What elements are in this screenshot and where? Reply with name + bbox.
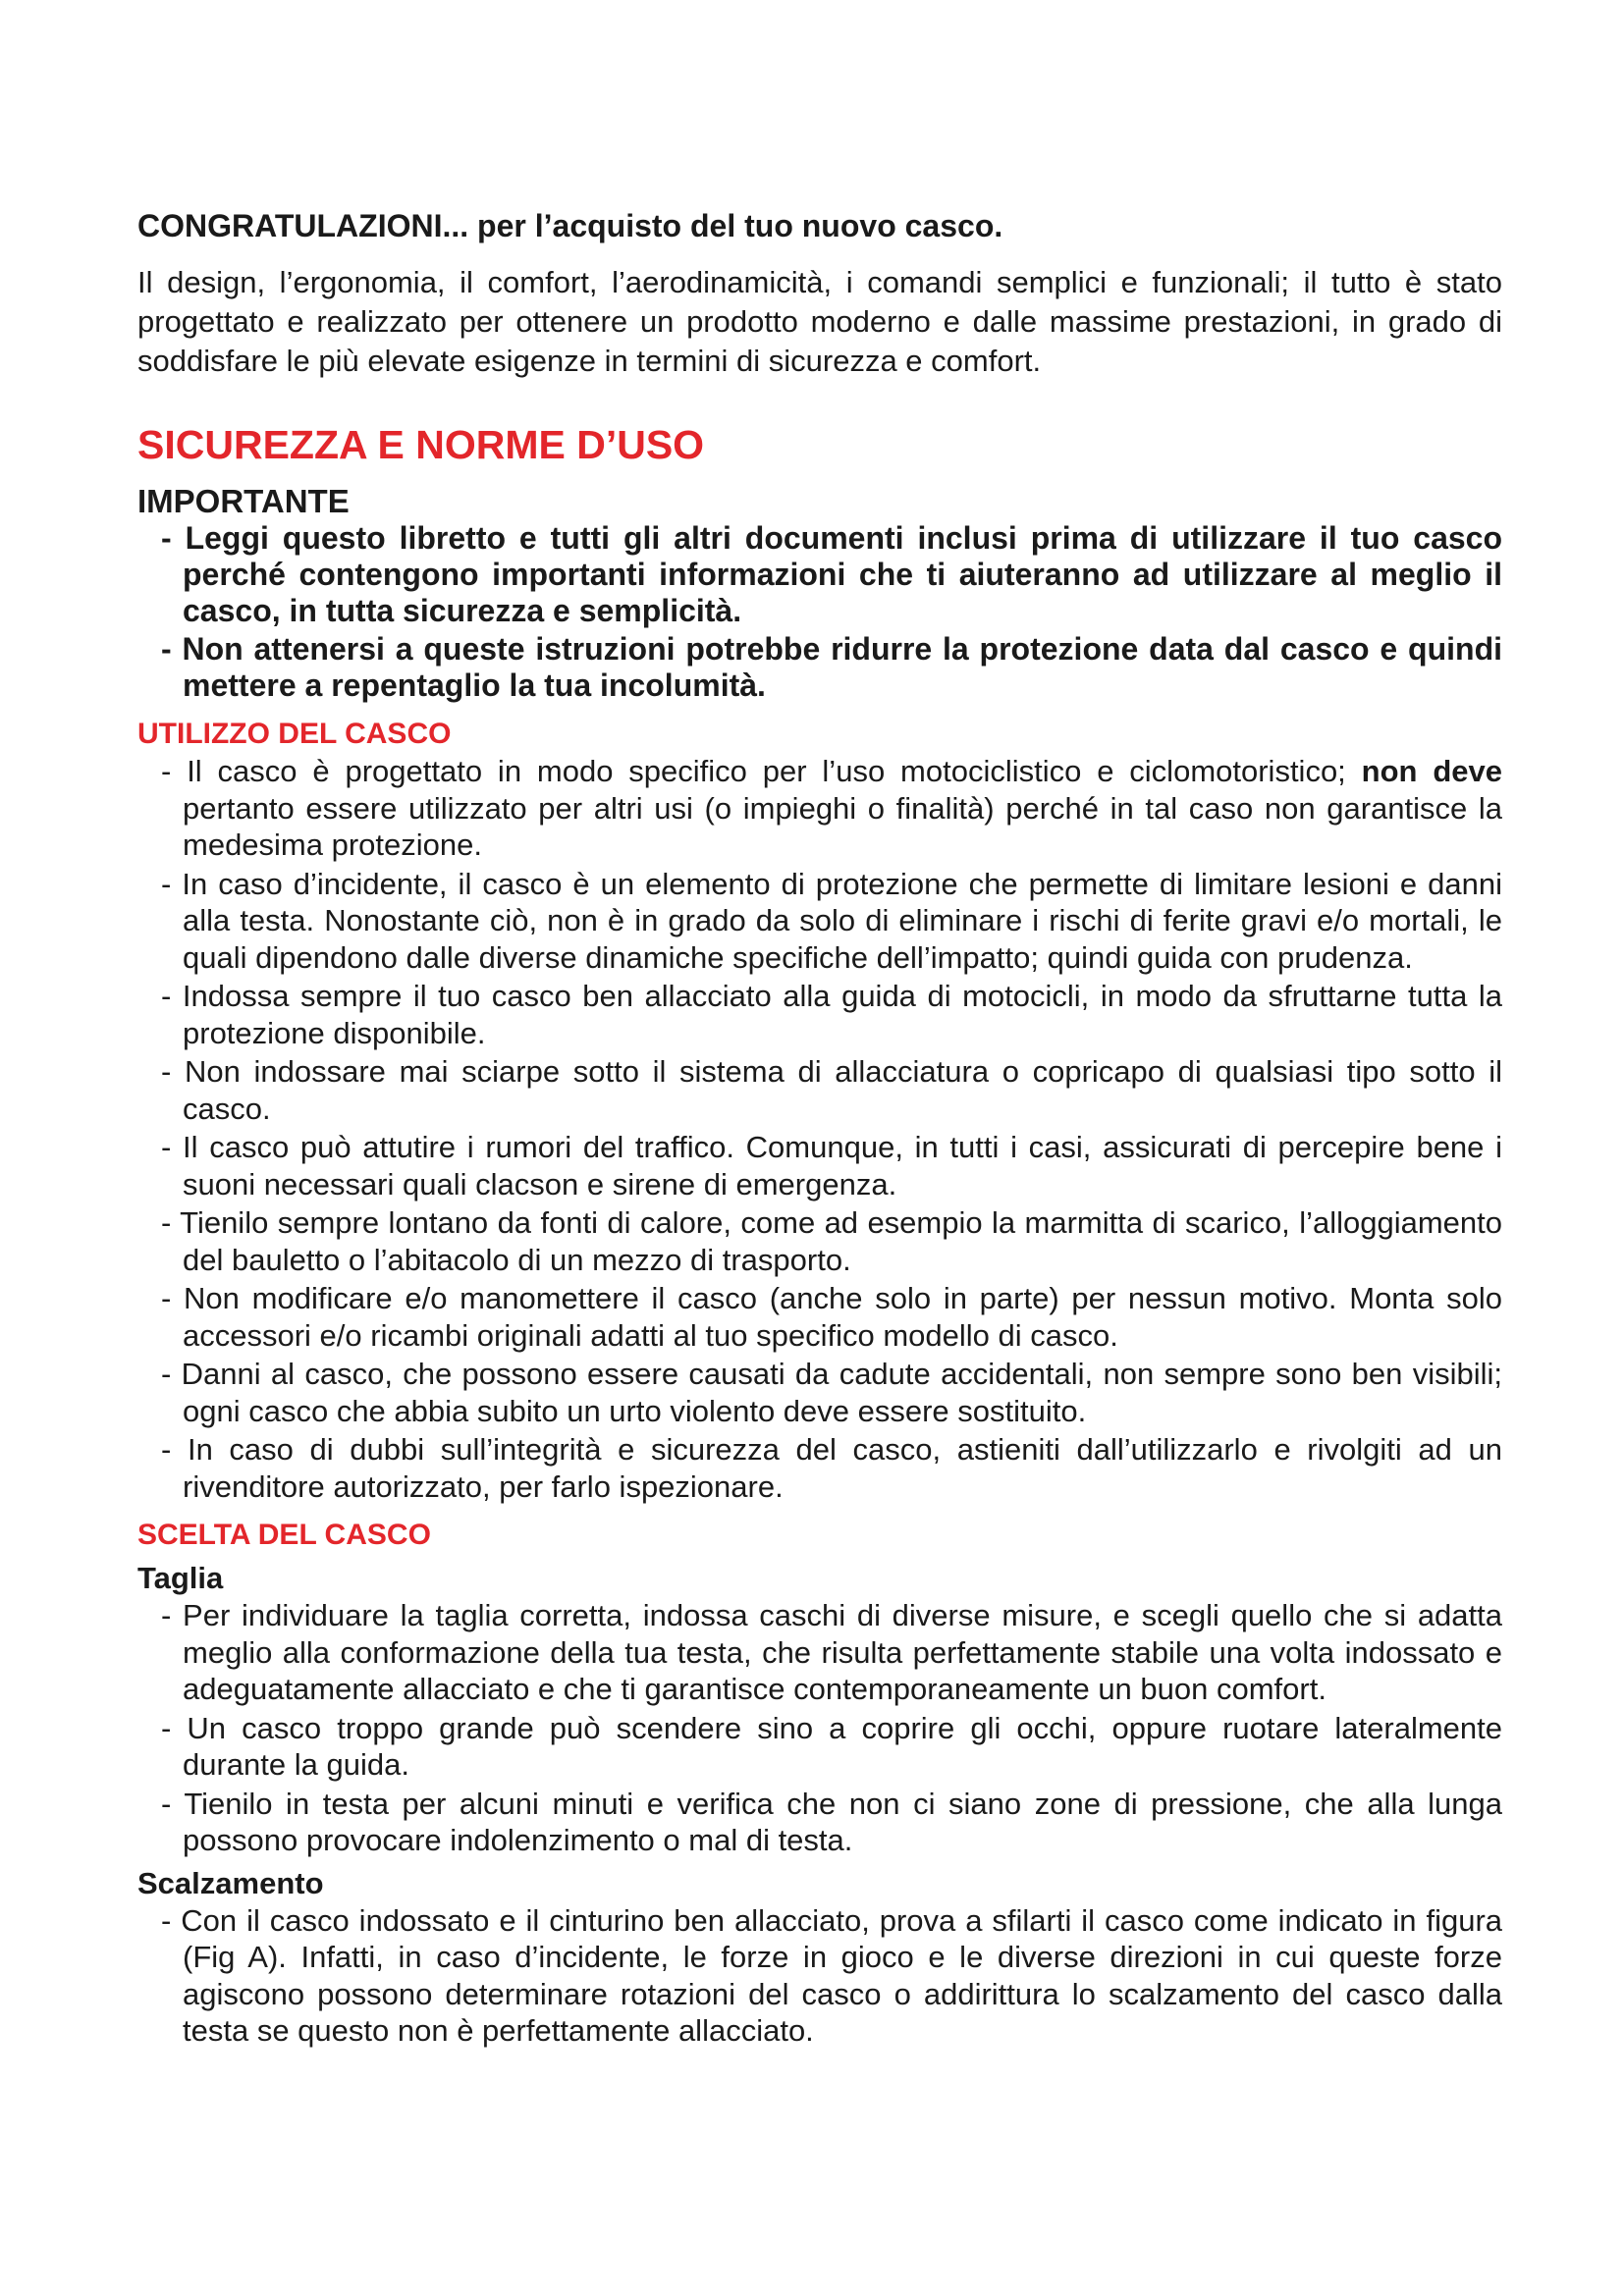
manual-page: [137, 206, 1502, 2052]
list-item-text: In caso d’incidente, il casco è un elemento di protezione che permette di limitare lesioni e danni alla testa. Nonostante ciò, non è in grado da solo di eliminare i rischi di ferite gravi e/o mortali, le quali dipendono dalle diverse dinamiche specifiche dell’impatto; quindi guida con prudenza.: [182, 866, 1502, 975]
roll-off-heading: Scalzamento: [137, 1865, 324, 1900]
important-list: [137, 520, 1502, 704]
intro-title: CONGRATULAZIONI... per l’acquisto del tuo nuovo casco.: [137, 208, 1003, 243]
list-item-text: Non attenersi a queste istruzioni potrebbe ridurre la protezione data dal casco e quindi mettere a repentaglio la tua incolumità.: [182, 631, 1503, 703]
list-item: - Danni al casco, che possono essere causati da cadute accidentali, non sempre sono ben visibili; ogni casco che abbia subito un urto violento deve essere sostituito.: [161, 1357, 1502, 1428]
list-item-text: Tienilo in testa per alcuni minuti e verifica che non ci siano zone di pressione, che alla lunga possono provocare indolenzimento o mal di testa.: [183, 1786, 1502, 1857]
list-item-text: Con il casco indossato e il cinturino ben allacciato, prova a sfilarti il casco come indicato in figura (Fig A). Infatti, in caso d’incidente, le forze in gioco e le diverse direzioni in cui queste forze agiscono possono determinare rotazioni del casco o addirittura lo scalzamento del casco dalla testa se questo non è perfettamente allacciato.: [181, 1902, 1503, 2048]
list-item-text: pertanto essere utilizzato per altri usi (o impieghi o finalità) perché in tal caso non garantisce la medesima protezione.: [183, 790, 1502, 862]
size-heading: Taglia: [137, 1561, 224, 1595]
list-item: - Per individuare la taglia corretta, indossa caschi di diverse misure, e scegli quello che si adatta meglio alla conformazione della tua testa, che risulta perfettamente stabile una volta indossato e adeguatamente allacciato e che ti garantisce contemporaneamente un buon comfort.: [161, 1598, 1503, 1706]
list-item-emphasis: non deve: [1361, 754, 1502, 788]
list-item: - Leggi questo libretto e tutti gli altri documenti inclusi prima di utilizzare il tuo casco perché contengono importanti informazioni che ti aiuteranno ad utilizzare al meglio il casco, in tutta sicurezza e semplicità.: [161, 520, 1503, 628]
list-item: - Con il casco indossato e il cinturino ben allacciato, prova a sfilarti il casco come indicato in figura (Fig A). Infatti, in caso d’incidente, le forze in gioco e le diverse direzioni in cui queste forze agiscono possono determinare rotazioni del casco o addirittura lo scalzamento del casco dalla testa se questo non è perfettamente allacciato.: [161, 1902, 1503, 2048]
safety-section-title: SICUREZZA E NORME D’USO: [137, 422, 705, 467]
list-item-text: Per individuare la taglia corretta, indossa caschi di diverse misure, e scegli quello che si adatta meglio alla conformazione della tua testa, che risulta perfettamente stabile una volta indossato e adeguatamente allacciato e che ti garantisce contemporaneamente un buon comfort.: [183, 1598, 1503, 1706]
intro-paragraph: Il design, l’ergonomia, il comfort, l’aerodinamicità, i comandi semplici e funzionali; il tutto è stato progettato e realizzato per ottenere un prodotto moderno e dalle massime prestazioni, in grado di soddisfare le più elevate esigenze in termini di sicurezza e comfort.: [137, 265, 1502, 378]
list-item: - Non modificare e/o manomettere il casco (anche solo in parte) per nessun motivo. Monta solo accessori e/o ricambi originali adatti al tuo specifico modello di casco.: [161, 1281, 1502, 1353]
list-item-text: Indossa sempre il tuo casco ben allacciato alla guida di motocicli, in modo da sfruttarne tutta la protezione disponibile.: [182, 979, 1502, 1050]
list-item: - In caso d’incidente, il casco è un elemento di protezione che permette di limitare lesioni e danni alla testa. Nonostante ciò, non è in grado da solo di eliminare i rischi di ferite gravi e/o mortali, le quali dipendono dalle diverse dinamiche specifiche dell’impatto; quindi guida con prudenza.: [161, 866, 1502, 975]
list-item-text: Non modificare e/o manomettere il casco (anche solo in parte) per nessun motivo. Monta solo accessori e/o ricambi originali adatti al tuo specifico modello di casco.: [183, 1281, 1502, 1353]
list-item-text: In caso di dubbi sull’integrità e sicurezza del casco, astieniti dall’utilizzarlo e rivolgiti ad un rivenditore autorizzato, per farlo ispezionare.: [183, 1432, 1502, 1504]
list-item: - Il casco è progettato in modo specifico per l’uso motociclistico e ciclomotoristico; non deve pertanto essere utilizzato per altri usi (o impieghi o finalità) perché in tal caso non garantisce la medesima protezione.: [161, 754, 1502, 862]
important-heading: IMPORTANTE: [137, 483, 350, 519]
list-item-text: Un casco troppo grande può scendere sino a coprire gli occhi, oppure ruotare lateralmente durante la guida.: [183, 1710, 1503, 1782]
choice-section-title: SCELTA DEL CASCO: [137, 1519, 431, 1551]
size-list: [137, 1597, 1502, 1859]
list-item-text: Tienilo sempre lontano da fonti di calore, come ad esempio la marmitta di scarico, l’alloggiamento del bauletto o l’abitacolo di un mezzo di trasporto.: [180, 1205, 1502, 1277]
list-item: - Il casco può attutire i rumori del traffico. Comunque, in tutti i casi, assicurati di percepire bene i suoni necessari quali clacson e sirene di emergenza.: [161, 1130, 1502, 1201]
list-item: - In caso di dubbi sull’integrità e sicurezza del casco, astieniti dall’utilizzarlo e rivolgiti ad un rivenditore autorizzato, per farlo ispezionare.: [161, 1432, 1502, 1504]
list-item: - Tienilo sempre lontano da fonti di calore, come ad esempio la marmitta di scarico, l’alloggiamento del bauletto o l’abitacolo di un mezzo di trasporto.: [161, 1205, 1502, 1277]
list-item: - Non indossare mai sciarpe sotto il sistema di allacciatura o copricapo di qualsiasi tipo sotto il casco.: [161, 1054, 1502, 1126]
roll-off-list: [137, 1902, 1502, 2050]
usage-section-title: UTILIZZO DEL CASCO: [137, 718, 452, 750]
list-item: - Tienilo in testa per alcuni minuti e verifica che non ci siano zone di pressione, che alla lunga possono provocare indolenzimento o mal di testa.: [161, 1786, 1502, 1857]
list-item: - Un casco troppo grande può scendere sino a coprire gli occhi, oppure ruotare lateralmente durante la guida.: [161, 1710, 1503, 1782]
list-item-text: Non indossare mai sciarpe sotto il sistema di allacciatura o copricapo di qualsiasi tipo sotto il casco.: [183, 1054, 1502, 1126]
list-item-text: Leggi questo libretto e tutti gli altri documenti inclusi prima di utilizzare il tuo casco perché contengono importanti informazioni che ti aiuteranno ad utilizzare al meglio il casco, in tutta sicurezza e semplicità.: [183, 520, 1503, 628]
list-item-text: Il casco è progettato in modo specifico per l’uso motociclistico e ciclomotoristico;: [187, 754, 1346, 788]
list-item: - Non attenersi a queste istruzioni potrebbe ridurre la protezione data dal casco e quindi mettere a repentaglio la tua incolumità.: [161, 631, 1503, 703]
list-item-text: Danni al casco, che possono essere causati da cadute accidentali, non sempre sono ben visibili; ogni casco che abbia subito un urto violento deve essere sostituito.: [181, 1357, 1502, 1428]
list-item-text: Il casco può attutire i rumori del traffico. Comunque, in tutti i casi, assicurati di percepire bene i suoni necessari quali clacson e sirene di emergenza.: [183, 1130, 1502, 1201]
list-item: - Indossa sempre il tuo casco ben allacciato alla guida di motocicli, in modo da sfruttarne tutta la protezione disponibile.: [161, 979, 1502, 1050]
usage-list: [137, 753, 1502, 1505]
